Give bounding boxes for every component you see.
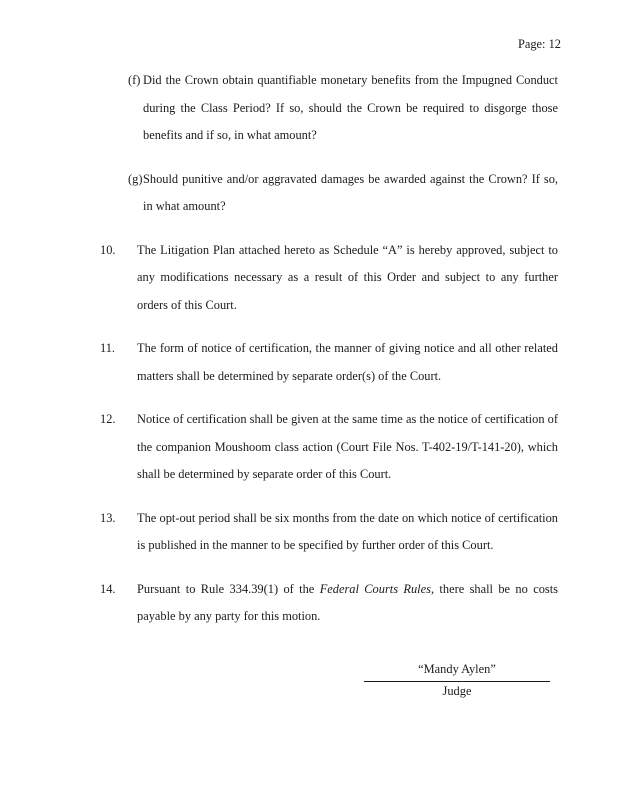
- subparagraph-g-label: (g): [128, 171, 143, 186]
- paragraph-12-number: 12.: [100, 412, 116, 426]
- paragraph-14-citation: Federal Courts Rules: [319, 581, 431, 596]
- paragraph-14-number: 14.: [100, 581, 116, 596]
- paragraph-10-number: 10.: [100, 242, 116, 257]
- signature-name: “Mandy Aylen”: [364, 657, 550, 682]
- paragraph-12: [0, 406, 623, 489]
- paragraph-13: [0, 505, 623, 560]
- paragraph-10-text: The Litigation Plan attached hereto as Schedule “A” is hereby approved, subject to any modifications necessary as a result of this Order and subject to any further orders of this Court.: [137, 242, 558, 312]
- paragraph-14-text-before: Pursuant to Rule 334.39(1) of the: [137, 581, 320, 596]
- subparagraph-g-text: Should punitive and/or aggravated damages be awarded against the Crown? If so, in what amount?: [143, 171, 558, 213]
- subparagraph-f-label: (f): [128, 73, 141, 87]
- paragraph-11-text: The form of notice of certification, the manner of giving notice and all other related matters shall be determined by separate order(s) of the Court.: [137, 341, 558, 383]
- paragraph-14: [0, 576, 623, 631]
- subparagraph-f-text: Did the Crown obtain quantifiable monetary benefits from the Impugned Conduct during the Class Period? If so, should the Crown be required to disgorge those benefits and if so, in what amount?: [143, 73, 558, 142]
- paragraph-14-text-after: , there shall be no costs payable by any party for this motion.: [137, 581, 558, 623]
- paragraph-13-number: 13.: [100, 510, 116, 525]
- page-number: Page: 12: [517, 37, 561, 51]
- paragraph-12-text: Notice of certification shall be given at the same time as the notice of certification of the companion Moushoom class action (Court File Nos. T-402-19/T-141-20), which shall be determined by separate order of this Court.: [137, 412, 558, 481]
- subparagraph-f: [0, 67, 623, 150]
- paragraph-10: [0, 237, 623, 320]
- paragraph-11-number: 11.: [100, 341, 116, 355]
- subparagraph-g: [0, 166, 623, 221]
- signature-title: Judge: [442, 683, 472, 698]
- signature-block: [364, 657, 550, 699]
- paragraph-11: [0, 335, 623, 390]
- paragraph-13-text: The opt-out period shall be six months from the date on which notice of certification is published in the manner to be specified by further order of this Court.: [137, 510, 558, 552]
